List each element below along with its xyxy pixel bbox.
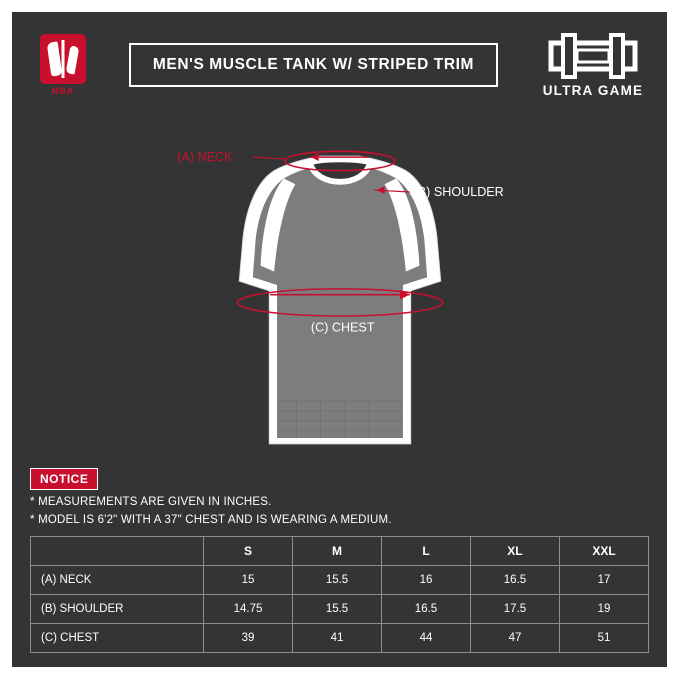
cell-shoulder-xl: 17.5 — [470, 595, 559, 624]
neck-leader-line — [253, 157, 285, 159]
row-label-chest: (C) CHEST — [31, 624, 204, 653]
notice-line-2: * MODEL IS 6'2" WITH A 37" CHEST AND IS WEARING A MEDIUM. — [30, 514, 392, 526]
nba-shield-shape — [40, 34, 86, 84]
cell-neck-l: 16 — [382, 566, 471, 595]
title-box — [129, 43, 498, 87]
cell-neck-m: 15.5 — [293, 566, 382, 595]
nba-wordmark: NBA — [51, 86, 75, 96]
table-col-xxl: XXL — [559, 537, 648, 566]
garment-diagram — [30, 104, 649, 466]
callout-chest-label: (C) CHEST — [310, 320, 375, 335]
chart-frame — [12, 12, 667, 667]
table-col-m: M — [293, 537, 382, 566]
cell-shoulder-xxl: 19 — [559, 595, 648, 624]
table-row — [31, 566, 649, 595]
cell-shoulder-l: 16.5 — [382, 595, 471, 624]
nba-logo-icon — [40, 34, 86, 96]
page-title: MEN'S MUSCLE TANK W/ STRIPED TRIM — [152, 56, 475, 73]
cell-shoulder-m: 15.5 — [293, 595, 382, 624]
size-table — [30, 536, 649, 653]
cell-chest-m: 41 — [293, 624, 382, 653]
header — [30, 26, 649, 104]
table-corner-cell — [31, 537, 204, 566]
cell-neck-xxl: 17 — [559, 566, 648, 595]
table-col-l: L — [382, 537, 471, 566]
row-label-neck: (A) NECK — [31, 566, 204, 595]
notice-line-1: * MEASUREMENTS ARE GIVEN IN INCHES. — [30, 496, 272, 508]
table-header-row — [31, 537, 649, 566]
cell-neck-xl: 16.5 — [470, 566, 559, 595]
cell-chest-s: 39 — [204, 624, 293, 653]
callout-shoulder-label: (B) SHOULDER — [413, 184, 504, 199]
table-col-s: S — [204, 537, 293, 566]
row-label-shoulder: (B) SHOULDER — [31, 595, 204, 624]
tank-top-illustration — [30, 104, 649, 466]
notice-badge: NOTICE — [30, 468, 98, 490]
cell-chest-l: 44 — [382, 624, 471, 653]
cell-neck-s: 15 — [204, 566, 293, 595]
cell-chest-xxl: 51 — [559, 624, 648, 653]
table-col-xl: XL — [470, 537, 559, 566]
table-row — [31, 595, 649, 624]
notice-block — [30, 468, 649, 526]
cell-shoulder-s: 14.75 — [204, 595, 293, 624]
cell-chest-xl: 47 — [470, 624, 559, 653]
brand-name: ULTRA GAME — [542, 82, 644, 98]
table-row — [31, 624, 649, 653]
brand-block — [541, 33, 645, 98]
ultra-game-logo-icon — [547, 33, 639, 79]
callout-neck-label: (A) NECK — [177, 150, 233, 165]
